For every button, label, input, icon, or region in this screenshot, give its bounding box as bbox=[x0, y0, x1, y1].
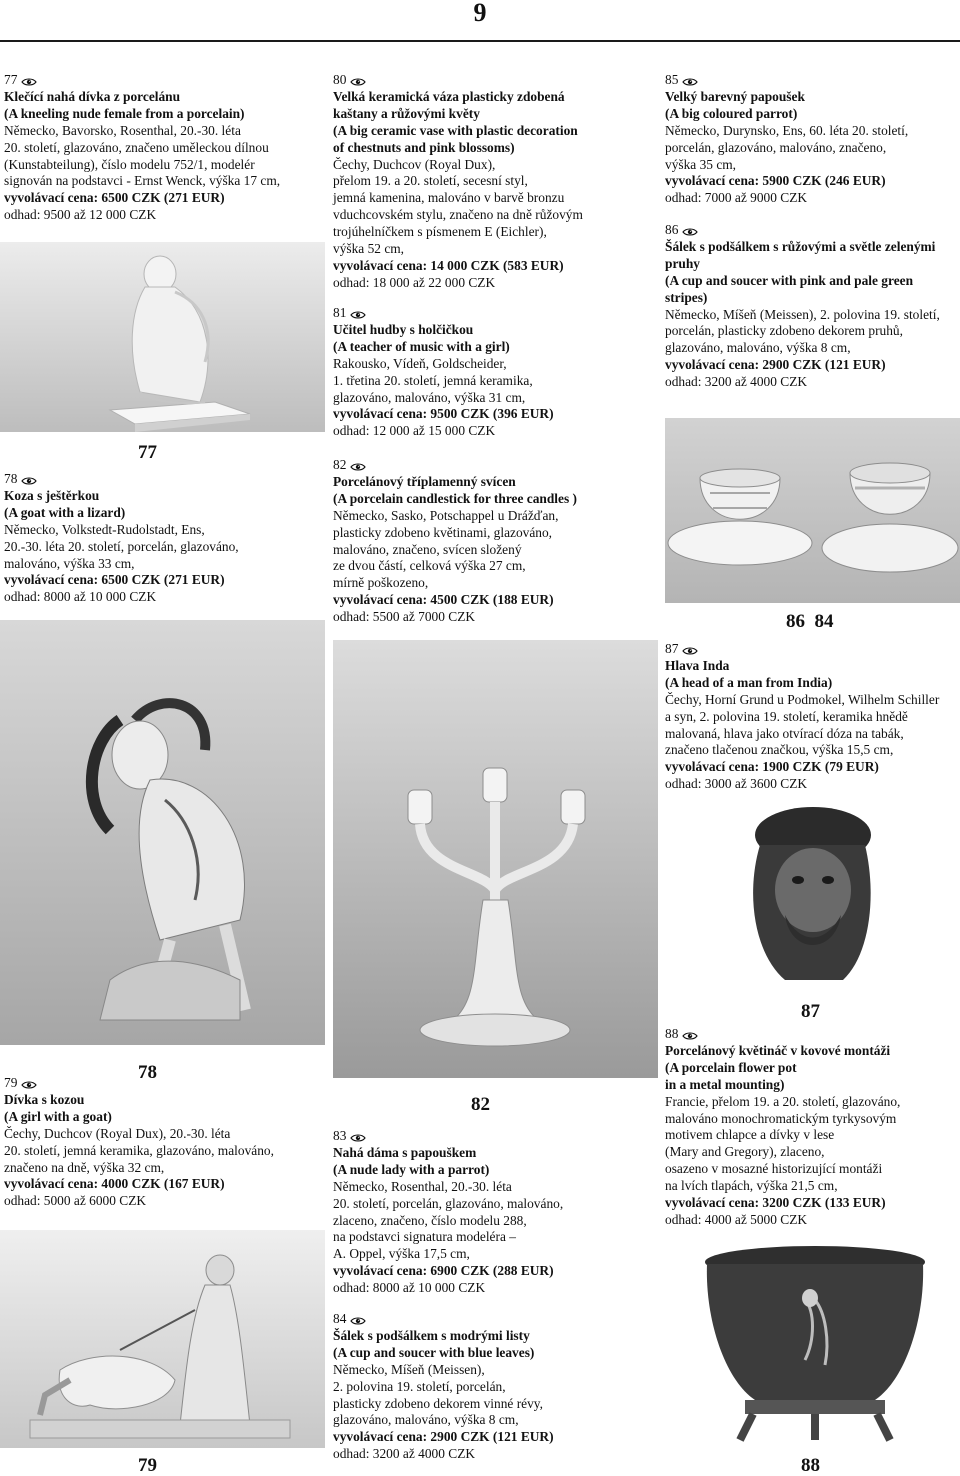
photo-candlestick bbox=[333, 640, 658, 1078]
caption-88: 88 bbox=[801, 1455, 820, 1476]
lot-description-line: Čechy, Horní Grund u Podmokel, Wilhelm Schiller bbox=[665, 691, 940, 707]
lot-78 bbox=[4, 471, 239, 606]
lot-description-line: (Kunstabteilung), číslo modelu 752/1, modelér bbox=[4, 156, 255, 172]
lot-subtitle: (A goat with a lizard) bbox=[4, 504, 126, 520]
lot-subtitle: stripes) bbox=[665, 289, 708, 305]
lot-number: 84 bbox=[333, 1311, 347, 1326]
lot-description-line: plasticky zdobeno dekorem vinné révy, bbox=[333, 1395, 543, 1411]
lot-description-line: na lvích tlapách, výška 21,5 cm, bbox=[665, 1178, 838, 1194]
photo-goat-figurine bbox=[0, 620, 325, 1045]
lot-number: 87 bbox=[665, 641, 679, 656]
lot-starting-price: vyvolávací cena: 4000 CZK (167 EUR) bbox=[4, 1176, 225, 1192]
lot-number-row bbox=[665, 1026, 900, 1043]
lot-subtitle: (A nude lady with a parrot) bbox=[333, 1161, 490, 1177]
lot-description-line: osazeno v mosazné historizující montáži bbox=[665, 1161, 883, 1177]
lot-subtitle: (A porcelain flower pot bbox=[665, 1059, 797, 1075]
photo-kneeling-figurine bbox=[0, 242, 325, 432]
lot-description-line: Německo, Míšeň (Meissen), 2. polovina 19. století, bbox=[665, 306, 940, 322]
lot-description-line: trojúhelníčkem s písmenem E (Eichler), bbox=[333, 224, 547, 240]
lot-title: Nahá dáma s papouškem bbox=[333, 1144, 477, 1160]
lot-description-line: plasticky zdobeno květinami, glazováno, bbox=[333, 524, 553, 540]
lot-title: Učitel hudby s holčičkou bbox=[333, 321, 474, 337]
lot-81 bbox=[333, 305, 554, 440]
lot-description-line: Francie, přelom 19. a 20. století, glazováno, bbox=[665, 1093, 901, 1109]
lot-description-line: signován na podstavci - Ernst Wenck, výška 17 cm, bbox=[4, 173, 281, 189]
lot-description-line: motivem chlapce a dívky v lese bbox=[665, 1127, 835, 1143]
lot-estimate: odhad: 7000 až 9000 CZK bbox=[665, 190, 808, 206]
lot-estimate: odhad: 8000 až 10 000 CZK bbox=[333, 1280, 486, 1296]
lot-starting-price: vyvolávací cena: 4500 CZK (188 EUR) bbox=[333, 592, 554, 608]
lot-description-line: 20.-30. léta 20. století, porcelán, glazováno, bbox=[4, 538, 239, 554]
lot-description-line: Čechy, Duchcov (Royal Dux), bbox=[333, 156, 496, 172]
lot-title: Koza s ještěrkou bbox=[4, 487, 100, 503]
lot-title: Velká keramická váza plasticky zdobená bbox=[333, 88, 565, 104]
lot-number: 80 bbox=[333, 72, 347, 87]
lot-86 bbox=[665, 222, 940, 391]
lot-subtitle: (A girl with a goat) bbox=[4, 1108, 112, 1124]
lot-starting-price: vyvolávací cena: 6500 CZK (271 EUR) bbox=[4, 190, 225, 206]
lot-number-row bbox=[665, 72, 908, 89]
lot-starting-price: vyvolávací cena: 2900 CZK (121 EUR) bbox=[333, 1429, 554, 1445]
lot-subtitle: of chestnuts and pink blossoms) bbox=[333, 139, 515, 155]
caption-77: 77 bbox=[138, 442, 157, 463]
eye-icon bbox=[682, 75, 698, 85]
lot-description-line: Čechy, Duchcov (Royal Dux), 20.-30. léta bbox=[4, 1125, 231, 1141]
lot-description-line: porcelán, glazováno, malováno, značeno, bbox=[665, 139, 887, 155]
lot-number-row bbox=[665, 222, 940, 239]
lot-description-line: A. Oppel, výška 17,5 cm, bbox=[333, 1246, 470, 1262]
lot-number-row bbox=[333, 1128, 563, 1145]
eye-icon bbox=[350, 460, 366, 470]
lot-starting-price: vyvolávací cena: 3200 CZK (133 EUR) bbox=[665, 1195, 886, 1211]
lot-description-line: Německo, Volkstedt-Rudolstadt, Ens, bbox=[4, 521, 205, 537]
lot-description-line: porcelán, plasticky zdobeno dekorem pruhů, bbox=[665, 323, 903, 339]
lot-subtitle: in a metal mounting) bbox=[665, 1076, 785, 1092]
lot-estimate: odhad: 18 000 až 22 000 CZK bbox=[333, 274, 496, 290]
caption-79: 79 bbox=[138, 1455, 157, 1476]
photo-head-of-man bbox=[665, 795, 960, 995]
photo-flower-pot bbox=[665, 1240, 960, 1450]
eye-icon bbox=[21, 75, 37, 85]
lot-description-line: malováno, značeno, svícen složený bbox=[333, 541, 522, 557]
lot-description-line: přelom 19. a 20. století, secesní styl, bbox=[333, 173, 528, 189]
lot-description-line: jemná kamenina, malováno v barvě bronzu bbox=[333, 190, 565, 206]
lot-title: Šálek s podšálkem s modrými listy bbox=[333, 1327, 530, 1343]
eye-icon bbox=[350, 75, 366, 85]
lot-description-line: ze dvou částí, celková výška 27 cm, bbox=[333, 558, 526, 574]
lot-description-line: malováno, výška 33 cm, bbox=[4, 555, 135, 571]
lot-estimate: odhad: 12 000 až 15 000 CZK bbox=[333, 423, 496, 439]
lot-82 bbox=[333, 457, 577, 626]
lot-description-line: 20. století, porcelán, glazováno, malováno, bbox=[333, 1195, 564, 1211]
lot-description-line: Německo, Durynsko, Ens, 60. léta 20. století, bbox=[665, 122, 909, 138]
lot-description-line: na podstavci signatura modeléra – bbox=[333, 1229, 516, 1245]
lot-estimate: odhad: 3200 až 4000 CZK bbox=[333, 1446, 476, 1462]
lot-number-row bbox=[333, 305, 554, 322]
eye-icon bbox=[682, 225, 698, 235]
lot-starting-price: vyvolávací cena: 9500 CZK (396 EUR) bbox=[333, 406, 554, 422]
lot-number: 83 bbox=[333, 1128, 347, 1143]
lot-subtitle: pruhy bbox=[665, 255, 700, 271]
lot-starting-price: vyvolávací cena: 1900 CZK (79 EUR) bbox=[665, 759, 879, 775]
lot-number: 81 bbox=[333, 305, 347, 320]
lot-number-row bbox=[333, 457, 577, 474]
eye-icon bbox=[682, 644, 698, 654]
eye-icon bbox=[21, 474, 37, 484]
lot-description-line: mírně poškozeno, bbox=[333, 575, 429, 591]
caption-82: 82 bbox=[471, 1094, 490, 1115]
lot-number: 82 bbox=[333, 457, 347, 472]
eye-icon bbox=[350, 308, 366, 318]
lot-title: Porcelánový květináč v kovové montáži bbox=[665, 1042, 891, 1058]
lot-title: Hlava Inda bbox=[665, 657, 730, 673]
lot-estimate: odhad: 5000 až 6000 CZK bbox=[4, 1193, 147, 1209]
lot-description-line: glazováno, malováno, výška 8 cm, bbox=[333, 1412, 519, 1428]
lot-title: Dívka s kozou bbox=[4, 1091, 85, 1107]
lot-title: Velký barevný papoušek bbox=[665, 88, 805, 104]
lot-description-line: malováno monochromatickým tyrkysovým bbox=[665, 1110, 897, 1126]
lot-80 bbox=[333, 72, 583, 292]
lot-83 bbox=[333, 1128, 563, 1297]
lot-description-line: Německo, Míšeň (Meissen), bbox=[333, 1361, 485, 1377]
lot-title: Šálek s podšálkem s růžovými a světle zelenými bbox=[665, 238, 936, 254]
lot-description-line: značeno na dně, výška 32 cm, bbox=[4, 1159, 165, 1175]
lot-starting-price: vyvolávací cena: 14 000 CZK (583 EUR) bbox=[333, 257, 564, 273]
lot-description-line: a syn, 2. polovina 19. století, keramika hnědě bbox=[665, 708, 908, 724]
lot-estimate: odhad: 9500 až 12 000 CZK bbox=[4, 207, 157, 223]
lot-subtitle: (A porcelain candlestick for three candles ) bbox=[333, 490, 577, 506]
lot-starting-price: vyvolávací cena: 2900 CZK (121 EUR) bbox=[665, 357, 886, 373]
lot-starting-price: vyvolávací cena: 5900 CZK (246 EUR) bbox=[665, 173, 886, 189]
lot-number-row bbox=[333, 1311, 554, 1328]
lot-estimate: odhad: 3200 až 4000 CZK bbox=[665, 374, 808, 390]
page-number: 9 bbox=[473, 0, 487, 27]
lot-description-line: glazováno, malováno, výška 8 cm, bbox=[665, 340, 851, 356]
lot-description-line: 20. století, jemná keramika, glazováno, malováno, bbox=[4, 1142, 274, 1158]
lot-subtitle: (A cup and soucer with blue leaves) bbox=[333, 1344, 535, 1360]
lot-description-line: 2. polovina 19. století, porcelán, bbox=[333, 1378, 506, 1394]
lot-description-line: 20. století, glazováno, značeno uměleckou dílnou bbox=[4, 139, 269, 155]
lot-subtitle: (A cup and soucer with pink and pale green bbox=[665, 272, 914, 288]
lot-description-line: (Mary and Gregory), zlaceno, bbox=[665, 1144, 825, 1160]
lot-subtitle: (A big ceramic vase with plastic decoration bbox=[333, 122, 578, 138]
photo-girl-with-goat bbox=[0, 1230, 325, 1448]
lot-estimate: odhad: 5500 až 7000 CZK bbox=[333, 609, 476, 625]
lot-number: 77 bbox=[4, 72, 18, 87]
lot-description-line: vduchcovském stylu, značeno na dně růžovým bbox=[333, 207, 583, 223]
lot-subtitle: (A kneeling nude female from a porcelain) bbox=[4, 105, 245, 121]
lot-number: 78 bbox=[4, 471, 18, 486]
lot-subtitle: (A head of a man from India) bbox=[665, 674, 833, 690]
lot-number: 86 bbox=[665, 222, 679, 237]
lot-number-row bbox=[333, 72, 583, 89]
photo-cups-and-saucers bbox=[665, 418, 960, 603]
eye-icon bbox=[682, 1029, 698, 1039]
lot-estimate: odhad: 3000 až 3600 CZK bbox=[665, 776, 808, 792]
lot-number: 85 bbox=[665, 72, 679, 87]
lot-title: Klečící nahá dívka z porcelánu bbox=[4, 88, 181, 104]
caption-78: 78 bbox=[138, 1062, 157, 1083]
lot-description-line: 1. třetina 20. století, jemná keramika, bbox=[333, 372, 533, 388]
lot-88 bbox=[665, 1026, 900, 1229]
lot-starting-price: vyvolávací cena: 6900 CZK (288 EUR) bbox=[333, 1263, 554, 1279]
caption-87: 87 bbox=[801, 1001, 820, 1022]
lot-description-line: značeno tlačenou značkou, výška 15,5 cm, bbox=[665, 742, 894, 758]
lot-number-row bbox=[4, 72, 280, 89]
lot-description-line: výška 52 cm, bbox=[333, 241, 405, 257]
lot-description-line: Německo, Sasko, Potschappel u Drážďan, bbox=[333, 507, 559, 523]
eye-icon bbox=[21, 1078, 37, 1088]
lot-description-line: Německo, Rosenthal, 20.-30. léta bbox=[333, 1178, 512, 1194]
lot-number-row bbox=[4, 471, 239, 488]
lot-77 bbox=[4, 72, 280, 224]
lot-subtitle: (A big coloured parrot) bbox=[665, 105, 798, 121]
lot-description-line: malovaná, hlava jako otvírací dóza na tabák, bbox=[665, 725, 904, 741]
lot-starting-price: vyvolávací cena: 6500 CZK (271 EUR) bbox=[4, 572, 225, 588]
lot-description-line: Rakousko, Vídeň, Goldscheider, bbox=[333, 355, 507, 371]
lot-84 bbox=[333, 1311, 554, 1463]
header-rule bbox=[0, 40, 960, 42]
lot-85 bbox=[665, 72, 908, 207]
lot-subtitle: (A teacher of music with a girl) bbox=[333, 338, 510, 354]
lot-estimate: odhad: 4000 až 5000 CZK bbox=[665, 1211, 808, 1227]
lot-description-line: glazováno, malováno, výška 31 cm, bbox=[333, 389, 526, 405]
lot-number: 88 bbox=[665, 1026, 679, 1041]
lot-79 bbox=[4, 1075, 274, 1210]
lot-subtitle: kaštany a růžovými květy bbox=[333, 105, 480, 121]
lot-number-row bbox=[665, 641, 939, 658]
lot-description-line: výška 35 cm, bbox=[665, 156, 737, 172]
lot-number: 79 bbox=[4, 1075, 18, 1090]
lot-estimate: odhad: 8000 až 10 000 CZK bbox=[4, 589, 157, 605]
lot-description-line: Německo, Bavorsko, Rosenthal, 20.-30. léta bbox=[4, 122, 241, 138]
eye-icon bbox=[350, 1314, 366, 1324]
eye-icon bbox=[350, 1131, 366, 1141]
lot-title: Porcelánový tříplamenný svícen bbox=[333, 473, 516, 489]
lot-description-line: zlaceno, značeno, číslo modelu 288, bbox=[333, 1212, 527, 1228]
lot-87 bbox=[665, 641, 939, 793]
caption-86-84: 86 84 bbox=[786, 611, 834, 632]
